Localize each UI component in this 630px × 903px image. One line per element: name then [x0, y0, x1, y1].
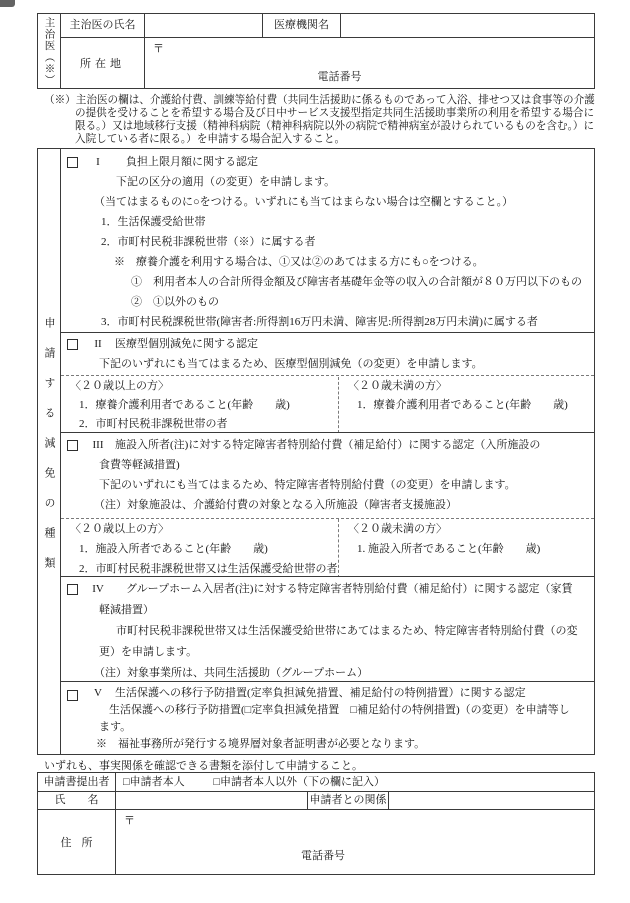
- section-1-line: （当てはまるものに○をつける。いずれにも当てはまらない場合は空欄とすること。）: [94, 196, 514, 208]
- under20-item-1: 1. 施設入所者であること(年齢 歳): [357, 543, 541, 555]
- physician-side-label: 主治医（※）: [43, 16, 55, 86]
- physician-name-field[interactable]: [145, 14, 263, 37]
- over20-header: 〈２０歳以上の方〉: [70, 380, 169, 392]
- section-2-under20-column: [339, 377, 594, 433]
- section-3-under20-column: [339, 519, 594, 577]
- section-2: [61, 333, 594, 433]
- section-4-title-cont: 軽減措置）: [99, 604, 154, 616]
- section-1-subitem-2: ② ①以外のもの: [131, 296, 219, 308]
- over20-item-1: 1．療養介護利用者であること(年齢 歳): [79, 399, 290, 411]
- under20-header: 〈２０歳未満の方〉: [348, 523, 447, 535]
- section-3: [61, 433, 594, 577]
- section-1-subitem-1: ① 利用者本人の合計所得金額及び障害者基礎年金等の収入の合計額が８０万円以下のもの: [131, 276, 582, 288]
- section-2-over20-column: [61, 377, 339, 433]
- over20-item-1: 1．施設入所者であること(年齢 歳): [79, 543, 268, 555]
- over20-item-2: 2．市町村民税非課税世帯又は生活保護受給世帯の者: [79, 563, 338, 575]
- deduction-side-label: 申請する減免の種類: [43, 316, 55, 587]
- scan-artifact: [0, 0, 15, 7]
- submitter-name-field[interactable]: [116, 792, 308, 809]
- submitter-label: 申請書提出者: [38, 773, 116, 791]
- submitter-address-field[interactable]: [116, 810, 594, 874]
- section-2-line: 下記のいずれにも当てはまるため、医療型個別減免（の変更）を申請します。: [99, 358, 483, 370]
- physician-side-label-cell: [38, 14, 61, 88]
- section-5-title: 生活保護への移行予防措置(定率負担減免措置、補足給付の特例措置）に関する認定: [115, 687, 526, 699]
- physician-table: [37, 13, 595, 89]
- section-3-checkbox[interactable]: [67, 440, 78, 451]
- deduction-side-label-cell: [38, 149, 61, 754]
- section-1: [61, 149, 594, 333]
- medical-org-field[interactable]: [341, 14, 594, 37]
- submitter-phone-label: 電話番号: [301, 850, 345, 862]
- section-1-title: 負担上限月額に関する認定: [126, 156, 258, 168]
- section-5-checkbox[interactable]: [67, 690, 78, 701]
- section-5-numeral: V: [94, 687, 102, 699]
- section-1-item-2: 2．市町村民税非課税世帯（※）に属する者: [101, 236, 316, 248]
- section-3-title: 施設入所者(注)に対する特定障害者特別給付費（補足給付）に関する認定（入所施設の: [115, 439, 541, 451]
- deduction-table: [37, 148, 595, 755]
- submitter-postal-mark: 〒: [124, 815, 135, 827]
- submitter-name-label: 氏 名: [38, 792, 116, 809]
- section-3-title-cont: 食費等軽減措置): [99, 459, 180, 471]
- section-4-title: グループホーム入居者(注)に対する特定障害者特別給付費（補足給付）に関する認定（家賃: [126, 583, 573, 595]
- section-4-body-cont: 更）を申請します。: [99, 646, 198, 658]
- section-2-checkbox[interactable]: [67, 339, 78, 350]
- section-1-line: 下記の区分の適用（の変更）を申請します。: [116, 176, 336, 188]
- physician-name-label: 主治医の氏名: [61, 14, 145, 37]
- medical-org-label: 医療機関名: [263, 14, 341, 37]
- physician-phone-label: 電話番号: [317, 71, 362, 83]
- section-2-numeral: II: [94, 338, 102, 350]
- under20-item-1: 1．療養介護利用者であること(年齢 歳): [357, 399, 568, 411]
- over20-header: 〈２０歳以上の方〉: [70, 523, 169, 535]
- section-4-note: （注）対象事業所は、共同生活援助（グループホーム）: [94, 667, 369, 679]
- section-1-item-3: 3．市町村民税課税世帯(障害者:所得割16万円未満、障害児:所得割28万円未満)に属する者: [101, 316, 538, 328]
- over20-item-2: 2．市町村民税非課税世帯の者: [79, 418, 228, 430]
- section-3-numeral: III: [92, 439, 104, 451]
- section-1-checkbox[interactable]: [67, 157, 78, 168]
- physician-note: （※）主治医の欄は、介護給付費、訓練等給付費（共同生活援助に係るものであって入浴、排せつ又は食事等の介護の提供を受けることを希望する場合及び日中サービス支援型指定共同生活援助事業所の利用を希望する場合に限る。）又は地域移行支援（精神科病院（精神科病院以外の病院で精神病室が設けられているものを含む。）に入院している者に限る。）を申請する場合記入すること。: [44, 95, 595, 145]
- section-3-line: 下記のいずれにも当てはまるため、特定障害者特別給付費（の変更）を申請します。: [99, 479, 516, 491]
- section-4-checkbox[interactable]: [67, 584, 78, 595]
- section-4-numeral: IV: [92, 583, 104, 595]
- relation-label: 申請者との関係: [308, 792, 389, 809]
- relation-field[interactable]: [389, 792, 594, 809]
- section-4: [61, 577, 594, 682]
- physician-address-label: 所在地: [61, 38, 145, 88]
- section-1-numeral: I: [96, 156, 100, 168]
- section-1-item-1: 1．生活保護受給世帯: [101, 216, 206, 228]
- section-5-note: ※ 福祉事務所が発行する境界層対象者証明書が必要となります。: [96, 738, 426, 750]
- submitter-address-label: 住所: [38, 810, 116, 874]
- section-2-title: 医療型個別減免に関する認定: [115, 338, 258, 350]
- submitter-table: [37, 772, 595, 875]
- section-5-body: 生活保護への移行予防措置(□定率負担減免措置 □補足給付の特例措置)（の変更）を申請等し: [109, 704, 570, 716]
- postal-mark: 〒: [153, 43, 164, 55]
- section-1-note: ※ 療養介護を利用する場合は、①又は②のあてはまる方にも○をつける。: [114, 256, 484, 268]
- section-5: [61, 682, 594, 754]
- section-3-over20-column: [61, 519, 339, 577]
- physician-address-field[interactable]: [145, 38, 594, 88]
- section-5-body-cont: ます。: [99, 721, 132, 733]
- section-3-note: （注）対象施設は、介護給付費の対象となる入所施設（障害者支援施設）: [94, 499, 457, 511]
- section-4-body: 市町村民税非課税世帯又は生活保護受給世帯にあてはまるため、特定障害者特別給付費（の変: [116, 625, 578, 637]
- under20-header: 〈２０歳未満の方〉: [348, 380, 447, 392]
- applicant-self-checkbox[interactable]: □申請者本人: [123, 776, 185, 788]
- applicant-other-checkbox[interactable]: □申請者本人以外（下の欄に記入）: [213, 776, 386, 788]
- footer-note: いずれも、事実関係を確認できる書類を添付して申請すること。: [44, 760, 363, 772]
